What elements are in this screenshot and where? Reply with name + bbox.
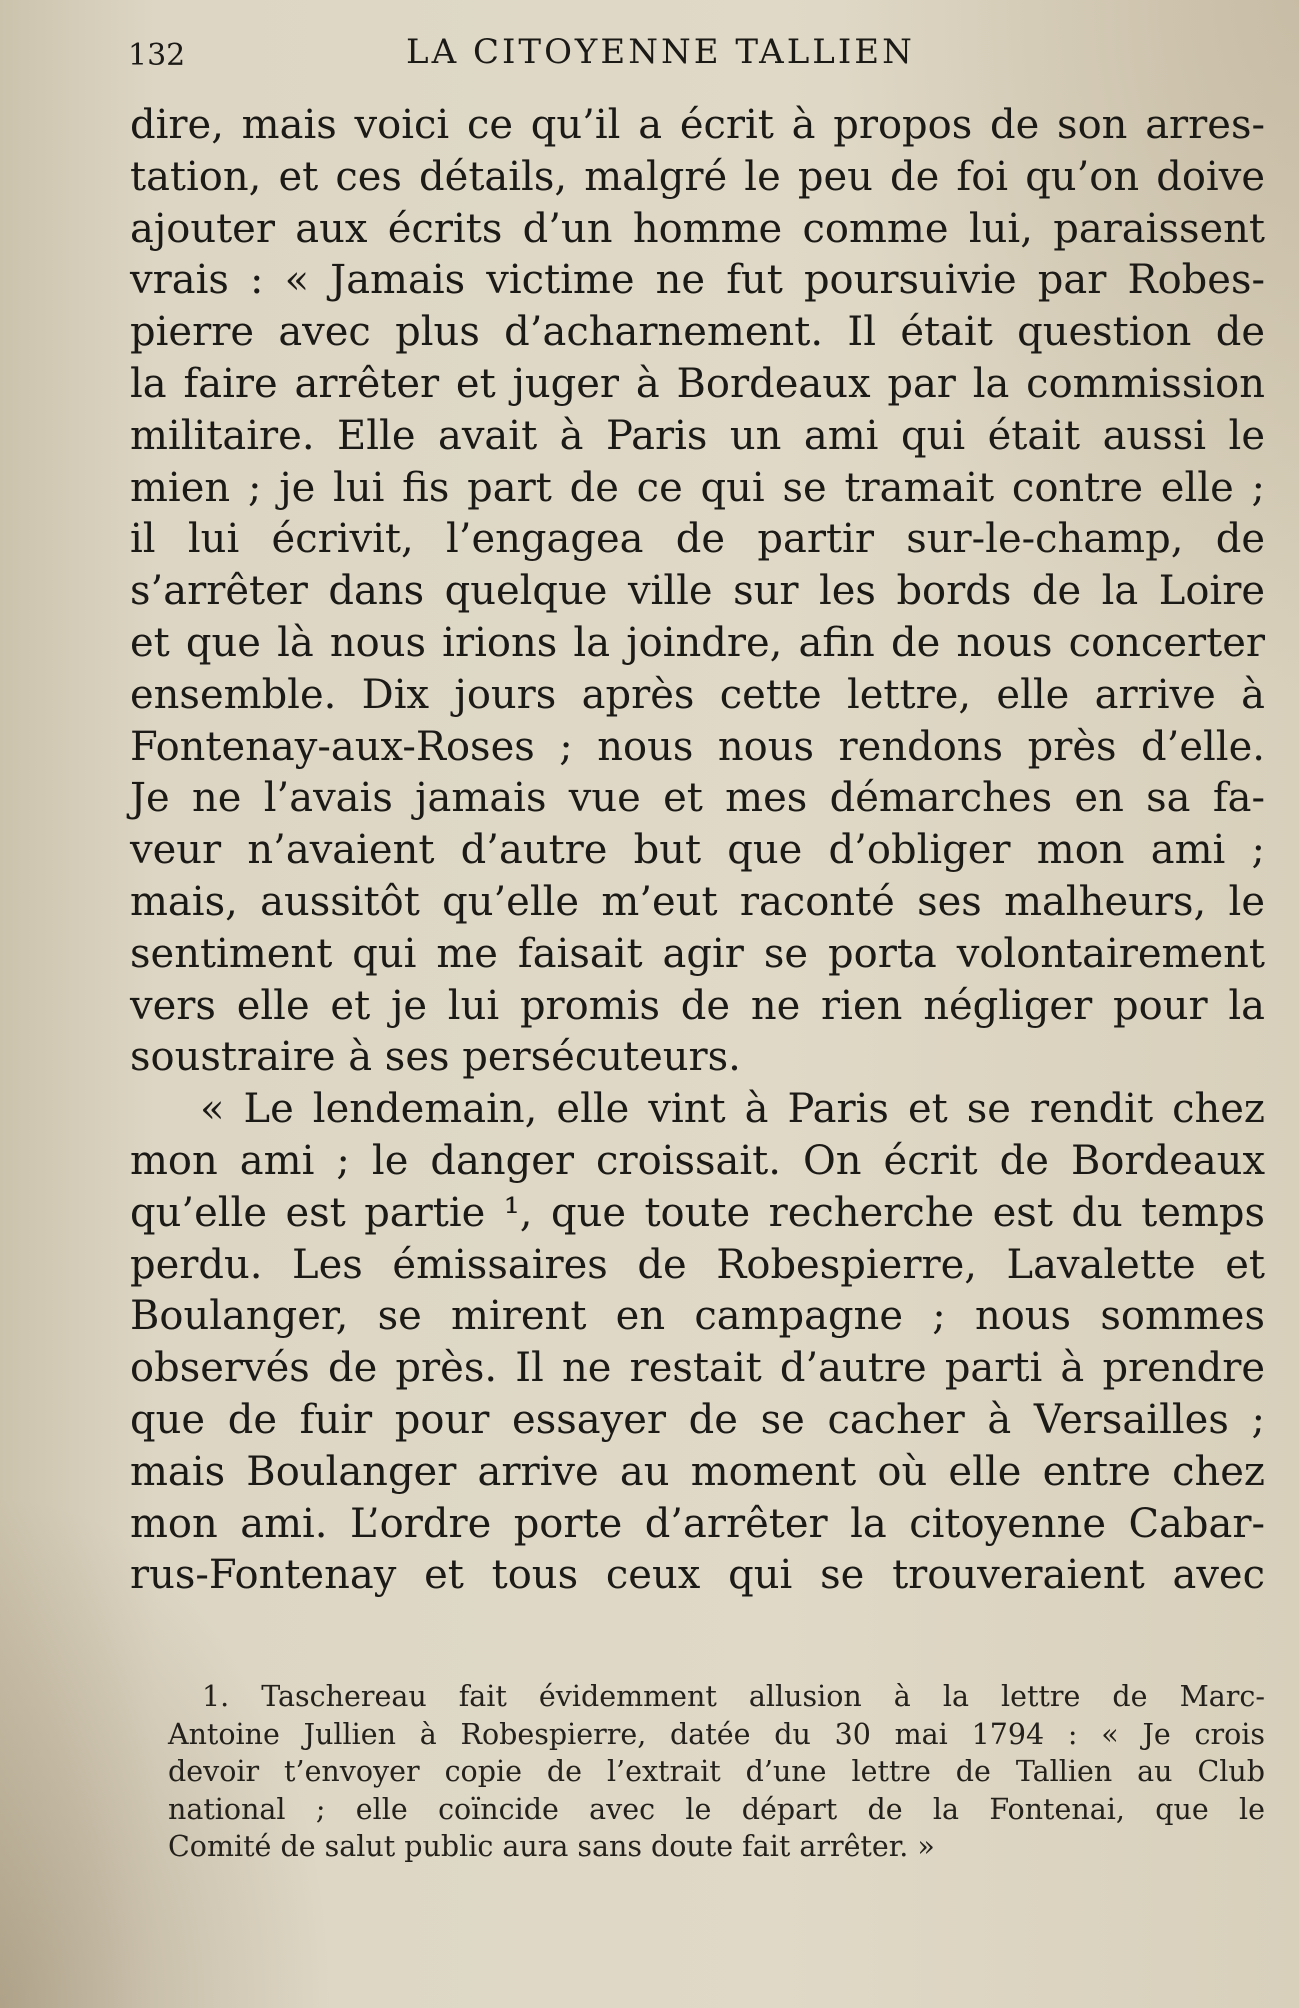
footnote [168, 1678, 1265, 1866]
text-line: pierre avec plus d’acharnement. Il était question de [130, 309, 1265, 356]
page-header [128, 28, 1278, 78]
text-line: qu’elle est partie ¹, que toute recherche est du temps [130, 1189, 1265, 1236]
text-line: que de fuir pour essayer de se cacher à Versailles ; [130, 1396, 1265, 1443]
text-line: veur n’avaient d’autre but que d’obliger mon ami ; [130, 827, 1265, 874]
text-line: « Le lendemain, elle vint à Paris et se rendit chez [200, 1086, 1265, 1133]
text-line: mais Boulanger arrive au moment où elle entre chez [130, 1448, 1265, 1495]
text-line: ajouter aux écrits d’un homme comme lui, paraissent [130, 205, 1265, 252]
text-line: mien ; je lui fis part de ce qui se tramait contre elle ; [130, 464, 1265, 511]
text-line: il lui écrivit, l’engagea de partir sur-le-champ, de [130, 516, 1265, 563]
text-line: perdu. Les émissaires de Robespierre, Lavalette et [130, 1241, 1265, 1288]
footnote-line: Antoine Jullien à Robespierre, datée du 30 mai 1794 : « Je crois [168, 1717, 1265, 1751]
footnote-line: devoir t’envoyer copie de l’extrait d’une lettre de Tallien au Club [168, 1755, 1265, 1788]
text-line: vrais : « Jamais victime ne fut poursuivie par Robes- [130, 257, 1265, 304]
text-line: mon ami ; le danger croissait. On écrit de Bordeaux [130, 1137, 1265, 1184]
running-title: LA CITOYENNE TALLIEN [406, 32, 915, 72]
text-line: mon ami. L’ordre porte d’arrêter la citoyenne Cabar- [130, 1500, 1265, 1547]
text-line: observés de près. Il ne restait d’autre parti à prendre [130, 1345, 1265, 1392]
text-line: tation, et ces détails, malgré le peu de foi qu’on doive [130, 153, 1265, 200]
text-line: la faire arrêter et juger à Bordeaux par la commission [130, 360, 1265, 407]
footnote-line: Comité de salut public aura sans doute fait arrêter. » [168, 1830, 935, 1863]
text-line: soustraire à ses persécuteurs. [130, 1034, 741, 1081]
text-line: Fontenay-aux-Roses ; nous nous rendons près d’elle. [130, 723, 1265, 770]
text-line: s’arrêter dans quelque ville sur les bords de la Loire [130, 568, 1265, 615]
text-line: Je ne l’avais jamais vue et mes démarches en sa fa- [130, 775, 1265, 822]
text-line: dire, mais voici ce qu’il a écrit à propos de son arres- [130, 102, 1265, 148]
page-number: 132 [128, 38, 186, 73]
text-line: ensemble. Dix jours après cette lettre, elle arrive à [130, 671, 1265, 718]
text-line: et que là nous irions la joindre, afin de nous concerter [130, 619, 1265, 666]
footnote-line: 1. Taschereau fait évidemment allusion à la lettre de Marc- [202, 1680, 1265, 1713]
text-line: vers elle et je lui promis de ne rien négliger pour la [130, 982, 1265, 1029]
text-line: rus-Fontenay et tous ceux qui se trouveraient avec [130, 1552, 1265, 1599]
text-line: Boulanger, se mirent en campagne ; nous sommes [130, 1293, 1265, 1340]
text-line: militaire. Elle avait à Paris un ami qui était aussi le [130, 412, 1265, 459]
body-text [130, 100, 1265, 1602]
text-line: mais, aussitôt qu’elle m’eut raconté ses malheurs, le [130, 878, 1265, 925]
text-line: sentiment qui me faisait agir se porta volontairement [130, 930, 1265, 977]
footnote-line: national ; elle coïncide avec le départ de la Fontenai, que le [168, 1792, 1265, 1826]
